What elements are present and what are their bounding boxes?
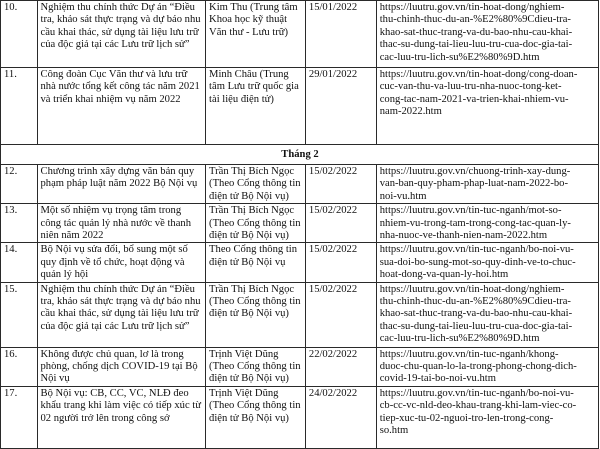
- article-link[interactable]: https://luutru.gov.vn/tin-hoat-dong/nghiem- thu-chinh-thuc-du-an-%E2%80%9Cdieu-tra- khao-sat-thuc-trang-va-du-bao-nhu-cau-khai- thac-su-dung-tai-lieu-luu-tru-cua-doc-gia-tai- cac-luu-tru-lich-su%E2%80%9D.htm: [376, 282, 598, 347]
- row-number: 13.: [1, 204, 38, 243]
- article-link[interactable]: https://luutru.gov.vn/chuong-trinh-xay-dung- van-ban-quy-pham-phap-luat-nam-2022-bo- noi-vu.htm: [376, 165, 598, 204]
- article-link[interactable]: https://luutru.gov.vn/tin-tuc-nganh/khong- duoc-chu-quan-lo-la-trong-phong-chong-dich- covid-19-tai-bo-noi-vu.htm: [376, 347, 598, 386]
- article-link[interactable]: https://luutru.gov.vn/tin-tuc-nganh/mot-so- nhiem-vu-trong-tam-trong-cong-tac-quan-ly- nha-nuoc-ve-thanh-nien-nam-2022.htm: [376, 204, 598, 243]
- article-link[interactable]: https://luutru.gov.vn/tin-hoat-dong/cong-doan- cuc-van-thu-va-luu-tru-nha-nuoc-tong-ket- cong-tac-nam-2021-va-trien-khai-nhiem-vu- nam-2022.htm: [376, 68, 598, 145]
- article-author: Trần Thị Bích Ngọc (Theo Cổng thông tin điện tử Bộ Nội vụ): [206, 204, 306, 243]
- article-author: Minh Châu (Trung tâm Lưu trữ quốc gia tài liệu điện tử): [206, 68, 306, 145]
- article-title: Công đoàn Cục Văn thư và lưu trữ nhà nước tổng kết công tác năm 2021 và triển khai nhiệm vụ năm 2022: [37, 68, 206, 145]
- table-body-month-header: [1, 145, 599, 165]
- article-date: 24/02/2022: [305, 386, 376, 448]
- row-number: 14.: [1, 243, 38, 282]
- table-row: [1, 347, 599, 386]
- table-row: [1, 282, 599, 347]
- table-row: [1, 1, 599, 68]
- table-body-january: [1, 1, 599, 145]
- row-number: 10.: [1, 1, 38, 68]
- article-date: 15/02/2022: [305, 282, 376, 347]
- row-number: 12.: [1, 165, 38, 204]
- table-row: [1, 204, 599, 243]
- article-date: 15/02/2022: [305, 165, 376, 204]
- article-title: Bộ Nội vụ sửa đổi, bổ sung một số quy định về tổ chức, hoạt động và quản lý hội: [37, 243, 206, 282]
- article-link[interactable]: https://luutru.gov.vn/tin-hoat-dong/nghiem- thu-chinh-thuc-du-an-%E2%80%9Cdieu-tra- khao-sat-thuc-trang-va-du-bao-nhu-cau-khai- thac-su-dung-tai-lieu-luu-tru-cua-doc-gia-tai- cac-luu-tru-lich-su%E2%80%9D.htm: [376, 1, 598, 68]
- article-author: Trần Thị Bích Ngọc (Theo Cổng thông tin điện tử Bộ Nội vụ): [206, 165, 306, 204]
- article-author: Theo Cổng thông tin điện tử Bộ Nội vụ: [206, 243, 306, 282]
- article-author: Trịnh Việt Dũng (Theo Cổng thông tin điện tử Bộ Nội vụ): [206, 386, 306, 448]
- row-number: 15.: [1, 282, 38, 347]
- article-title: Một số nhiệm vụ trọng tâm trong công tác quản lý nhà nước về thanh niên năm 2022: [37, 204, 206, 243]
- article-author: Kim Thu (Trung tâm Khoa học kỹ thuật Văn thư - Lưu trữ): [206, 1, 306, 68]
- table-row: [1, 386, 599, 448]
- article-title: Không được chủ quan, lơ là trong phòng, chống dịch COVID-19 tại Bộ Nội vụ: [37, 347, 206, 386]
- article-title: Nghiệm thu chính thức Dự án “Điều tra, khảo sát thực trạng và dự báo nhu cầu khai thác, sử dụng tài liệu lưu trữ của độc giả tại các Lưu trữ lịch sử”: [37, 1, 206, 68]
- row-number: 11.: [1, 68, 38, 145]
- month-label: Tháng 2: [1, 145, 599, 165]
- article-link[interactable]: https://luutru.gov.vn/tin-tuc-nganh/bo-noi-vu- cb-cc-vc-nld-deo-khau-trang-khi-lam-viec-co- tiep-xuc-tu-02-nguoi-tro-len-trong-cong- so.htm: [376, 386, 598, 448]
- article-date: 22/02/2022: [305, 347, 376, 386]
- table-row: [1, 243, 599, 282]
- table-body-february: [1, 165, 599, 449]
- month-row: [1, 145, 599, 165]
- article-title: Bộ Nội vụ: CB, CC, VC, NLĐ đeo khẩu trang khi làm việc có tiếp xúc từ 02 người trở lên trong công sở: [37, 386, 206, 448]
- article-date: 15/01/2022: [305, 1, 376, 68]
- article-date: 15/02/2022: [305, 204, 376, 243]
- article-date: 15/02/2022: [305, 243, 376, 282]
- article-date: 29/01/2022: [305, 68, 376, 145]
- table-row: [1, 68, 599, 145]
- row-number: 16.: [1, 347, 38, 386]
- table-row: [1, 165, 599, 204]
- article-link[interactable]: https://luutru.gov.vn/tin-tuc-nganh/bo-noi-vu- sua-doi-bo-sung-mot-so-quy-dinh-ve-to-chuc- hoat-dong-va-quan-ly-hoi.htm: [376, 243, 598, 282]
- article-author: Trần Thị Bích Ngọc (Theo Cổng thông tin điện tử Bộ Nội vụ): [206, 282, 306, 347]
- article-author: Trịnh Việt Dũng (Theo Cổng thông tin điện tử Bộ Nội vụ): [206, 347, 306, 386]
- row-number: 17.: [1, 386, 38, 448]
- article-title: Nghiệm thu chính thức Dự án “Điều tra, khảo sát thực trạng và dự báo nhu cầu khai thác, sử dụng tài liệu lưu trữ của độc giả tại các Lưu trữ lịch sử”: [37, 282, 206, 347]
- article-title: Chương trình xây dựng văn bản quy phạm pháp luật năm 2022 Bộ Nội vụ: [37, 165, 206, 204]
